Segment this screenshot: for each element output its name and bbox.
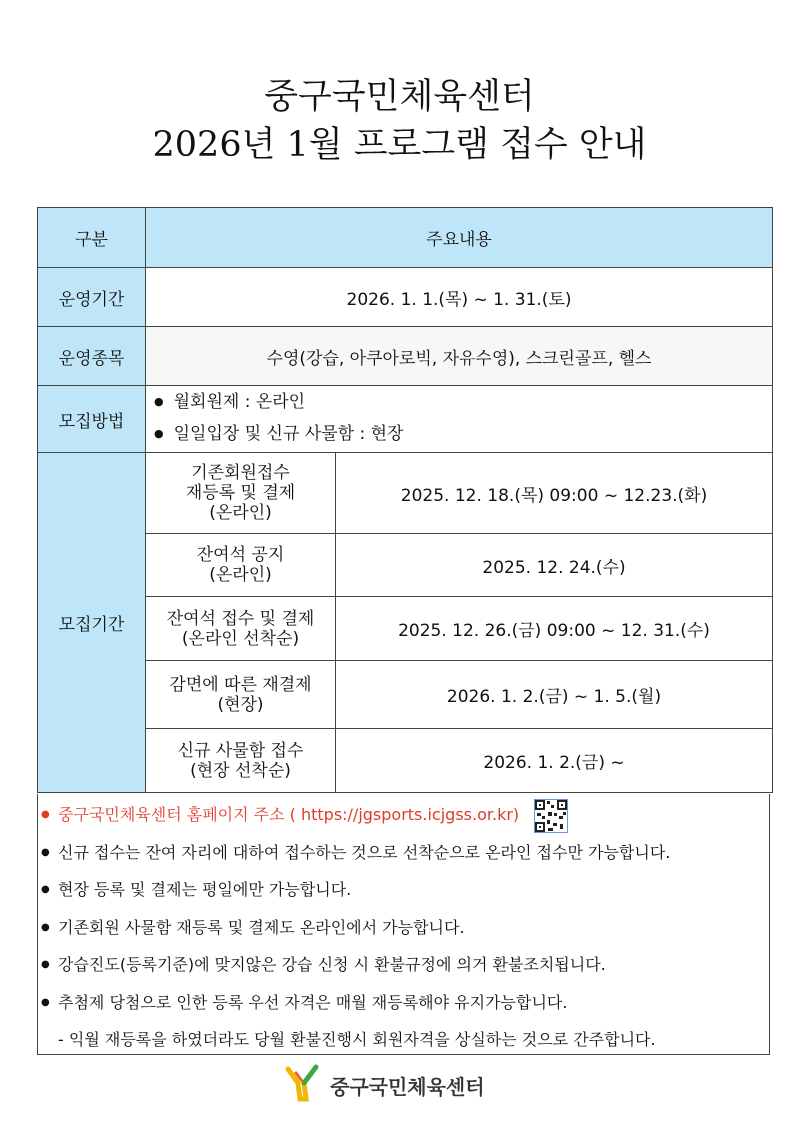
table-row — [38, 661, 773, 729]
qr-code-icon[interactable] — [534, 799, 568, 833]
homepage-link[interactable]: 중구국민체육센터 홈페이지 주소 ( https://jgsports.icjgss.or.kr) — [58, 805, 520, 824]
info-table — [37, 207, 773, 793]
note-text: 신규 접수는 잔여 자리에 대하여 접수하는 것으로 선착순으로 온라인 접수만 가능합니다. — [58, 842, 671, 862]
notes-section — [37, 794, 770, 1055]
row-value-period: 2026. 1. 1.(목) ~ 1. 31.(토) — [146, 268, 773, 327]
table-row — [38, 729, 773, 793]
method-item: ● 일일입장 및 신규 사물함 : 현장 — [154, 419, 772, 451]
table-row — [38, 453, 773, 534]
recruit-sub-label: 감면에 따른 재결제 (현장) — [146, 661, 336, 729]
list-item — [38, 984, 769, 1022]
table-row — [38, 534, 773, 597]
row-value-method — [146, 386, 773, 453]
bullet-icon: ● — [41, 846, 50, 858]
bullet-icon: ● — [41, 959, 50, 970]
center-logo-mark-icon — [284, 1063, 324, 1103]
table-row — [38, 268, 773, 327]
recruit-value: 2026. 1. 2.(금) ~ 1. 5.(월) — [336, 661, 773, 729]
list-item — [38, 946, 769, 984]
page-title-line2: 2026년 1월 프로그램 접수 안내 — [152, 125, 647, 165]
table-row — [38, 386, 773, 453]
note-text: 현장 등록 및 결제는 평일에만 가능합니다. — [58, 880, 352, 899]
bullet-icon: ● — [41, 809, 50, 820]
list-item — [38, 1021, 769, 1059]
list-item — [38, 871, 769, 909]
recruit-sub-label: 잔여석 공지 (온라인) — [146, 534, 336, 597]
list-item — [38, 909, 769, 947]
note-text: 추첨제 당첨으로 인한 등록 우선 자격은 매월 재등록해야 유지가능합니다. — [58, 992, 568, 1012]
center-logo — [284, 1063, 524, 1103]
table-row — [38, 597, 773, 661]
row-label-recruit: 모집기간 — [38, 453, 146, 793]
center-logo-text: 중구국민체육센터 — [330, 1075, 485, 1099]
page-title-line1: 중구국민체육센터 — [264, 77, 535, 117]
table-header-row — [38, 208, 773, 268]
row-label-events: 운영종목 — [38, 327, 146, 386]
bullet-icon: ● — [41, 996, 50, 1008]
recruit-value: 2025. 12. 18.(목) 09:00 ~ 12.23.(화) — [336, 453, 773, 534]
header-content: 주요내용 — [146, 208, 773, 268]
recruit-value: 2025. 12. 24.(수) — [336, 534, 773, 597]
bullet-icon: ● — [41, 884, 50, 895]
bullet-icon: ● — [41, 921, 50, 933]
note-text: 강습진도(등록기준)에 맞지않은 강습 신청 시 환불규정에 의거 환불조치됩니다. — [58, 955, 606, 974]
recruit-value: 2025. 12. 26.(금) 09:00 ~ 12. 31.(수) — [336, 597, 773, 661]
list-item — [38, 796, 769, 834]
row-label-method: 모집방법 — [38, 386, 146, 453]
recruit-sub-label: 잔여석 접수 및 결제 (온라인 선착순) — [146, 597, 336, 661]
header-category: 구분 — [38, 208, 146, 268]
note-text: 기존회원 사물함 재등록 및 결제도 온라인에서 가능합니다. — [58, 917, 465, 937]
note-subtext: - 익월 재등록을 하였더라도 당월 환불진행시 회원자격을 상실하는 것으로 간주합니다. — [58, 1030, 656, 1049]
row-label-period: 운영기간 — [38, 268, 146, 327]
recruit-value: 2026. 1. 2.(금) ~ — [336, 729, 773, 793]
method-item: ● 월회원제 : 온라인 — [154, 387, 772, 419]
list-item — [38, 834, 769, 872]
row-value-events: 수영(강습, 아쿠아로빅, 자유수영), 스크린골프, 헬스 — [146, 327, 773, 386]
recruit-sub-label: 기존회원접수 재등록 및 결제 (온라인) — [146, 453, 336, 534]
table-row — [38, 327, 773, 386]
recruit-sub-label: 신규 사물함 접수 (현장 선착순) — [146, 729, 336, 793]
